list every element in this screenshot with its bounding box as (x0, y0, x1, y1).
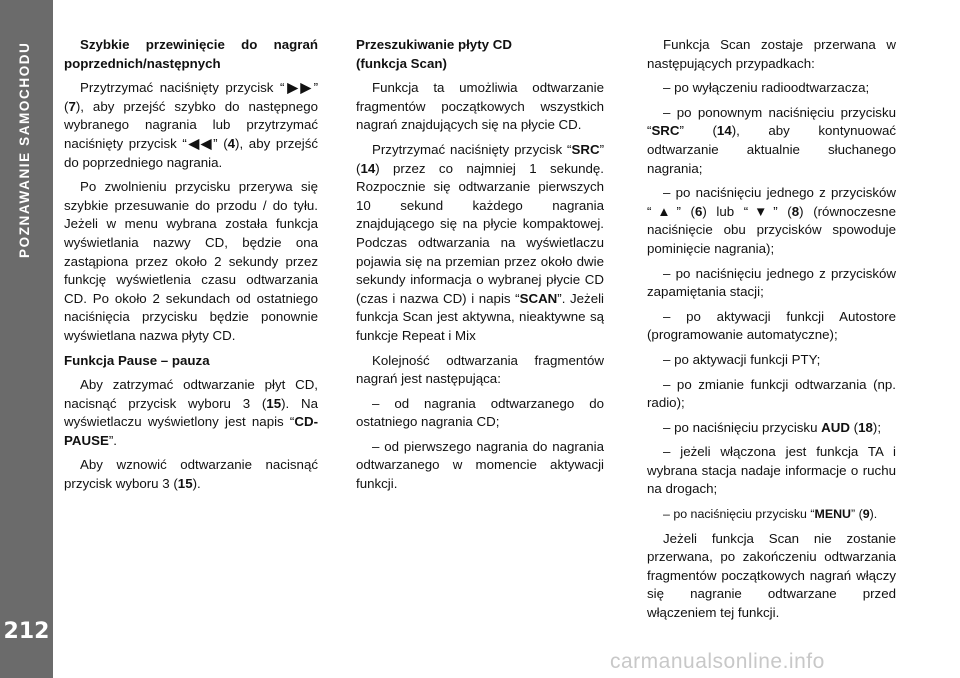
rewind-icon: ◀◀ (186, 135, 214, 151)
text: ) przez co najmniej 1 sekundę. Rozpocznie się odtwarzanie pierwszych 10 sekund każdego nagrania znajdującego się na płycie kompaktowej. Podczas odtwarzania na wyświetlaczu pojawia się na przemian przez około dwie sekundy informacja o wybranej płycie CD (czas i nazwa CD) i napis “ (356, 160, 604, 306)
text: – po naciśnięciu jednego z przycisków “ (647, 185, 896, 219)
heading-pause: Funkcja Pause – pauza (64, 352, 210, 368)
list-item: – po zmianie funkcji odtwarzania (np. radio); (647, 376, 896, 411)
watermark: carmanualsonline.info (610, 650, 825, 673)
text: Przytrzymać naciśnięty przycisk “ (372, 141, 572, 157)
text: ”. Jeżeli funkcja Scan jest aktywna, nieaktywne są funkcje Repeat i Mix (356, 290, 605, 343)
text: ). Na wyświetlaczu wyświetlony jest napis “ (64, 395, 318, 430)
arrow-down-icon: ▼ (748, 203, 774, 219)
text: ). (192, 476, 201, 492)
paragraph (64, 376, 318, 450)
list-item (647, 505, 896, 524)
text: ) (równoczesne naciśnięcie obu przycisków spowoduje pominięcie nagrania); (647, 203, 896, 256)
button-number: 15 (177, 476, 193, 492)
text: ) lub “ (702, 203, 749, 219)
text: ” ( (64, 80, 318, 114)
paragraph (356, 141, 604, 346)
button-number: 14 (360, 160, 376, 176)
paragraph: Funkcja ta umożliwia odtwarzanie fragmentów początkowych wszystkich nagrań znajdujących się na płycie CD. (356, 80, 604, 133)
paragraph: Funkcja Scan zostaje przerwana w następujących przypadkach: (647, 37, 896, 71)
button-label: MENU (814, 507, 851, 522)
paragraph (64, 456, 318, 493)
text: ” ( (356, 141, 604, 176)
button-number: 15 (266, 395, 282, 411)
list-item: – po naciśnięciu jednego z przycisków zapamiętania stacji; (647, 265, 896, 300)
list-item (647, 419, 896, 438)
button-number: 7 (68, 98, 76, 114)
text: ”. (108, 432, 117, 448)
button-number: 18 (858, 419, 873, 435)
button-label: SRC (651, 123, 680, 139)
text: ); (872, 419, 882, 435)
list-item: – od nagrania odtwarzanego do ostatniego nagrania CD; (356, 395, 604, 430)
text: ” ( (213, 135, 228, 151)
text: ( (849, 419, 859, 435)
text: ), aby przejść do poprzedniego nagrania. (64, 135, 318, 170)
button-number: 6 (694, 203, 703, 219)
text: ). (869, 507, 878, 522)
paragraph: Po zwolnieniu przycisku przerywa się szybkie przesuwanie do przodu / do tyłu. Jeżeli w menu wybrana została funkcja wyświetlania nazwy CD, będzie ona zastąpiona przez około 2 sekundy przez funkcję wyświetlenia czasu odtwarzania CD. Po około 2 sekundach od ostatniego naciśnięcia przycisku będzie ponownie wyświetlana nazwa płyty CD. (64, 179, 318, 343)
button-label: SRC (571, 141, 600, 157)
text: – po naciśnięciu przycisku “ (663, 507, 815, 522)
heading-scan-sub: (funkcja Scan) (356, 55, 447, 71)
arrow-up-icon: ▲ (651, 203, 677, 219)
text: ), aby kontynuować odtwarzanie aktualnie słuchanego nagrania; (647, 123, 896, 176)
text: ” ( (851, 507, 863, 522)
text: ” ( (679, 123, 717, 139)
list-item (647, 184, 896, 258)
text: ” ( (676, 203, 695, 219)
text: ” ( (773, 203, 792, 219)
list-item: – po aktywacji funkcji PTY; (663, 351, 821, 367)
text: Przytrzymać naciśnięty przycisk “ (80, 80, 285, 96)
text: ), aby przejść szybko do następnego wybranego nagrania lub przytrzymać naciśnięty przycisk “ (64, 98, 318, 151)
fast-forward-icon: ▶▶ (284, 80, 314, 96)
button-number: 4 (227, 135, 236, 151)
heading-scan: Przeszukiwanie płyty CD (356, 37, 512, 52)
button-number: 14 (716, 123, 732, 139)
text: – po ponownym naciśnięciu przycisku “ (647, 104, 896, 139)
button-number: 9 (862, 507, 870, 522)
section-title (13, 30, 39, 260)
paragraph: Kolejność odtwarzania fragmentów nagrań jest następująca: (356, 352, 604, 387)
column-left (64, 36, 318, 500)
button-label: AUD (821, 419, 850, 435)
sidebar (0, 0, 53, 678)
column-middle (356, 36, 604, 500)
text: Aby zatrzymać odtwarzanie płyt CD, nacisnąć przycisk wyboru 3 ( (64, 377, 318, 411)
display-label: CD-PAUSE (64, 414, 318, 448)
paragraph: Jeżeli funkcja Scan nie zostanie przerwana, po zakończeniu odtwarzania fragmentów początkowych nagrań włączy się nagranie odtwarzane przed włączeniem tej funkcji. (647, 530, 896, 621)
column-right (647, 36, 896, 629)
list-item: – jeżeli włączona jest funkcja TA i wybrana stacja nadaje informacje o ruchu na drogach; (647, 444, 896, 497)
page-number: 212 (3, 619, 50, 644)
list-item: – od pierwszego nagrania do nagrania odtwarzanego w momencie aktywacji funkcji. (356, 438, 604, 492)
list-item (647, 104, 896, 178)
list-item: – po aktywacji funkcji Autostore (programowanie automatyczne); (647, 308, 896, 343)
list-item: – po wyłączeniu radioodtwarzacza; (663, 80, 870, 96)
paragraph (64, 79, 318, 172)
text: Aby wznowić odtwarzanie nacisnąć przycisk wyboru 3 ( (64, 457, 318, 492)
text: – po naciśnięciu przycisku (663, 419, 822, 435)
section-title-text: POZNAWANIE SAMOCHODU (17, 41, 32, 258)
display-label: SCAN (519, 290, 558, 306)
heading-fast-forward: Szybkie przewinięcie do nagrań poprzednich/następnych (64, 37, 318, 71)
button-number: 8 (791, 203, 800, 219)
